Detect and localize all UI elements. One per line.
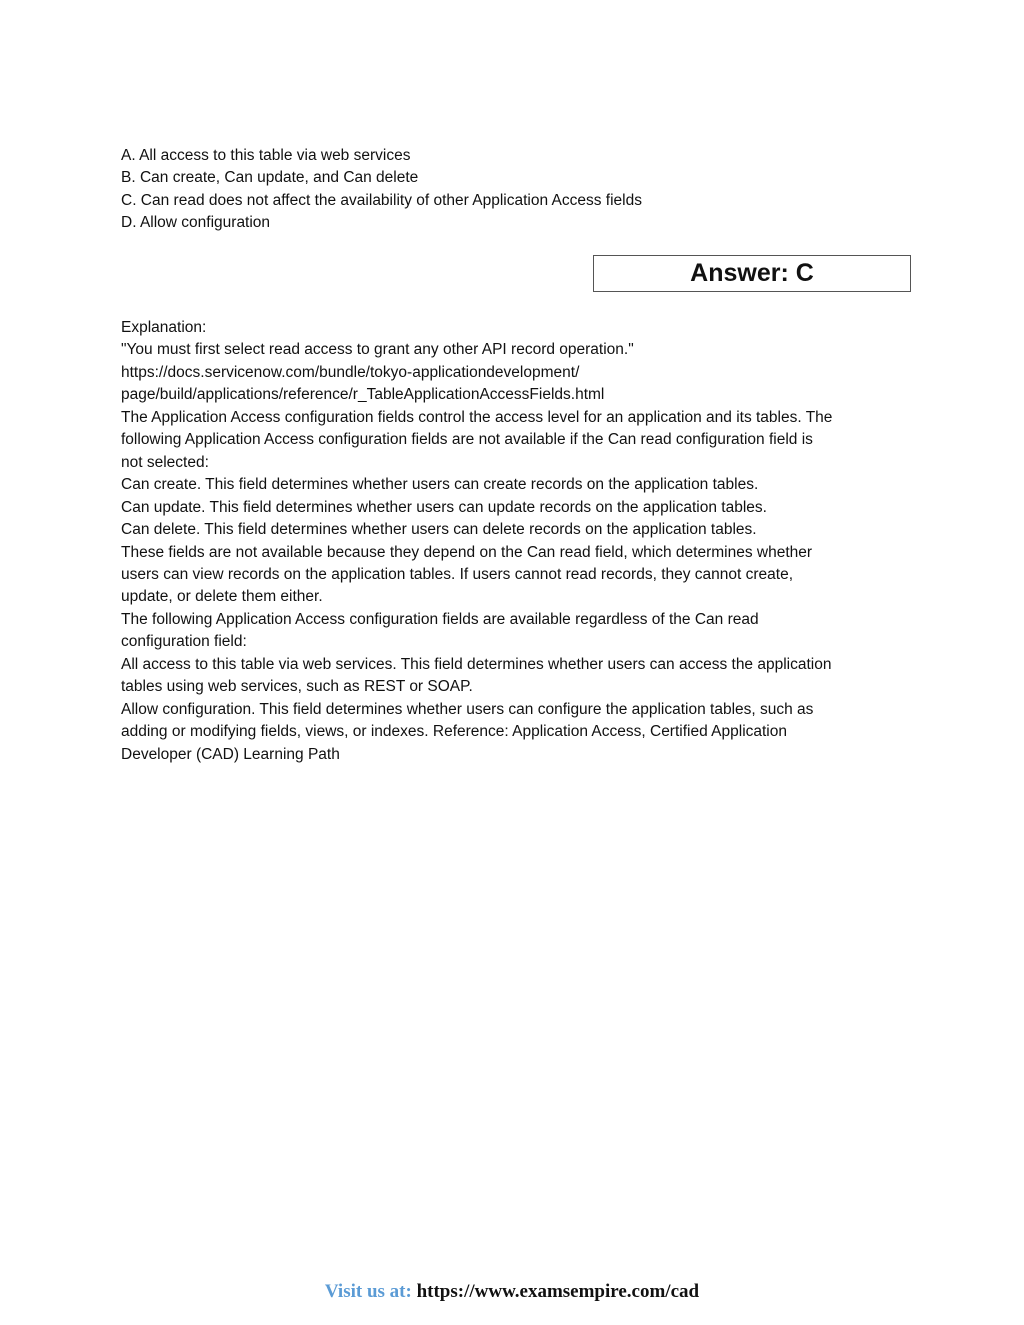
answer-options [121,145,921,235]
explanation-line: page/build/applications/reference/r_TableApplicationAccessFields.html [121,386,605,404]
option-c: C. Can read does not affect the availability of other Application Access fields [121,191,642,209]
explanation-line: "You must first select read access to grant any other API record operation." [121,341,634,359]
explanation-line: The following Application Access configuration fields are available regardless of the Can read [121,610,759,628]
explanation-line: All access to this table via web services. This field determines whether users can access the application [121,655,832,673]
explanation-line: Can create. This field determines whether users can create records on the application tables. [121,476,759,494]
explanation-line: tables using web services, such as REST or SOAP. [121,678,473,696]
footer-url-link[interactable]: https://www.examsempire.com/cad [416,1281,700,1302]
explanation-line: The Application Access configuration fields control the access level for an application and its tables. The [121,408,833,426]
explanation-line: users can view records on the application tables. If users cannot read records, they cannot create, [121,565,794,583]
explanation-line: Developer (CAD) Learning Path [121,745,340,763]
explanation [121,317,901,766]
explanation-line: configuration field: [121,633,247,651]
option-d: D. Allow configuration [121,214,271,232]
explanation-line: Can update. This field determines whether users can update records on the application tables. [121,498,767,516]
explanation-line: not selected: [121,453,209,471]
explanation-line: Allow configuration. This field determines whether users can configure the application tables, such as [121,700,814,718]
answer-box [593,255,911,292]
explanation-line: adding or modifying fields, views, or indexes. Reference: Application Access, Certified Application [121,723,787,741]
explanation-line: https://docs.servicenow.com/bundle/tokyo-applicationdevelopment/ [121,363,580,381]
explanation-heading: Explanation: [121,319,207,336]
footer-lead: Visit us at: [324,1281,412,1302]
explanation-line: These fields are not available because they depend on the Can read field, which determines whether [121,543,813,561]
explanation-line: update, or delete them either. [121,588,323,606]
option-b: B. Can create, Can update, and Can delete [121,169,419,187]
option-a: A. All access to this table via web services [121,147,411,164]
explanation-line: Can delete. This field determines whether users can delete records on the application tables. [121,521,757,539]
answer-label: Answer: C [690,259,814,287]
explanation-line: following Application Access configuration fields are not available if the Can read configuration field is [121,431,813,449]
footer [0,1281,1024,1303]
